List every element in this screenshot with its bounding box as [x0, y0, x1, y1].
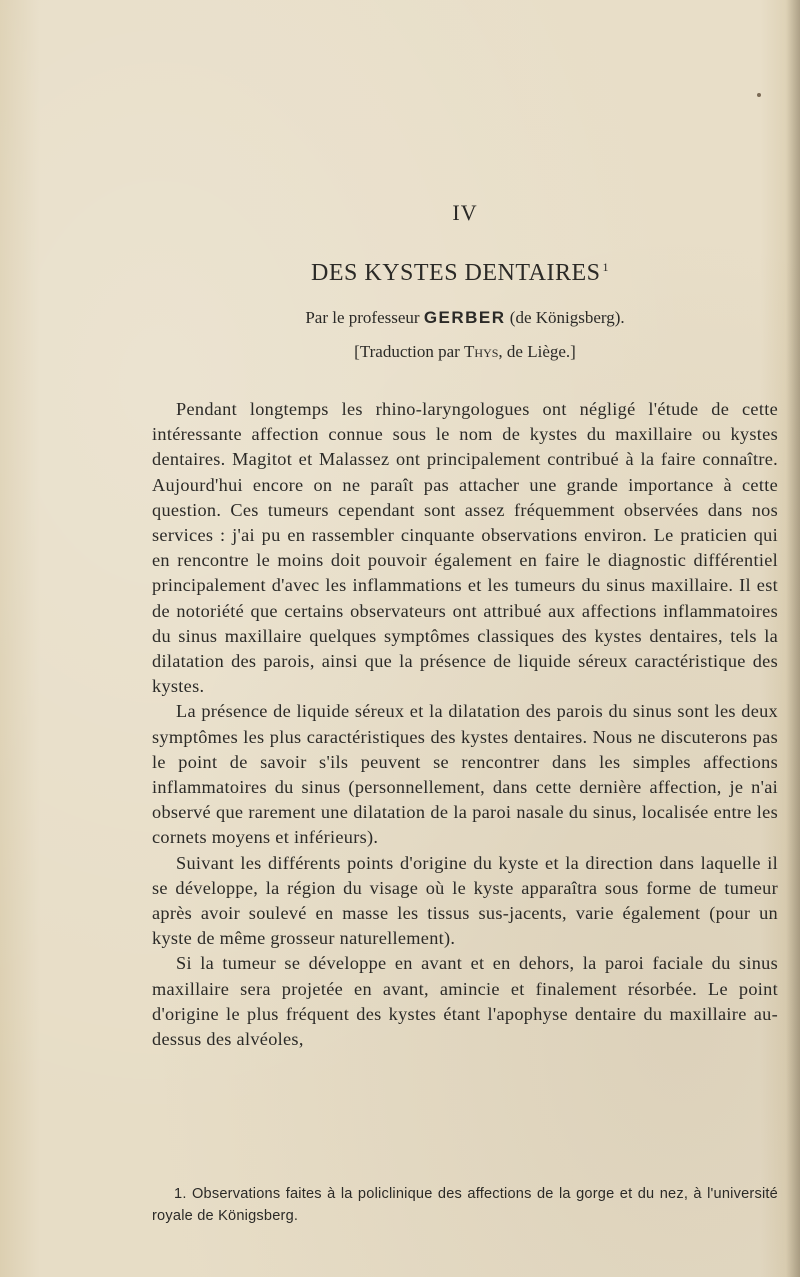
- body-text: [152, 397, 778, 1052]
- footnote-text: Observations faites à la policlinique des affections de la gorge et du nez, à l'université royale de Königsberg.: [152, 1186, 779, 1224]
- paragraph: Si la tumeur se développe en avant et en dehors, la paroi faciale du sinus maxillaire sera projetée en avant, amincie et finalement résorbée. Le point d'origine le plus fréquent des kystes étant l'apophyse dentaire du maxillaire au-dessus des alvéoles,: [152, 953, 778, 1050]
- author-suffix: (de Königsberg).: [509, 308, 625, 327]
- page-edge-shadow: [786, 0, 800, 1277]
- author-prefix: Par le professeur: [305, 308, 420, 327]
- paragraph: La présence de liquide séreux et la dilatation des parois du sinus sont les deux symptômes les plus caractéristiques des kystes dentaires. Nous ne discuterons pas le point de savoir s'ils peuvent se rencontrer dans les simples affections inflammatoires du sinus (personnellement, dans cette dernière affection, je n'ai observé que rarement une dilatation de la paroi nasale du sinus, localisée entre les cornets moyens et inférieurs).: [152, 701, 778, 848]
- title-footnote-ref: 1: [602, 260, 609, 274]
- article-title: [0, 260, 800, 287]
- translator-suffix: , de Liège.]: [498, 342, 576, 361]
- author-line: [0, 308, 800, 328]
- chapter-number: IV: [452, 200, 478, 225]
- author-name: GERBER: [423, 308, 506, 327]
- footnote: [152, 1183, 778, 1227]
- paragraph: Suivant les différents points d'origine du kyste et la direction dans laquelle il se développe, la région du visage où le kyste apparaîtra sous forme de tumeur après avoir soulevé en masse les tissus sus-jacents, varie également (pour un kyste de même grosseur naturellement).: [152, 852, 778, 949]
- translator-prefix: [Traduction par: [354, 342, 460, 361]
- translator-line: [0, 342, 800, 362]
- article-title-text: DES KYSTES DENTAIRES: [311, 260, 601, 286]
- paper-speck: [757, 93, 761, 97]
- footnote-number: 1.: [174, 1186, 187, 1202]
- translator-name: Thys: [464, 342, 499, 361]
- paragraph: Pendant longtemps les rhino-laryngologues ont négligé l'étude de cette intéressante affection connue sous le nom de kystes du maxillaire ou kystes dentaires. Magitot et Malassez ont principalement contribué à la faire connaître. Aujourd'hui encore on ne paraît pas attacher une grande importance à cette question. Ces tumeurs cependant sont assez fréquemment observées dans nos services : j'ai pu en rassembler cinquante observations environ. Le praticien qui en rencontre le moins doit pouvoir également en faire le diagnostic différentiel principalement d'avec les inflammations et les tumeurs du sinus maxillaire. Il est de notoriété que certains observateurs ont attribué aux affections inflammatoires du sinus maxillaire quelques symptômes classiques des kystes dentaires, tels la dilatation des parois, ainsi que la présence de liquide séreux caractéristique des kystes.: [152, 399, 778, 697]
